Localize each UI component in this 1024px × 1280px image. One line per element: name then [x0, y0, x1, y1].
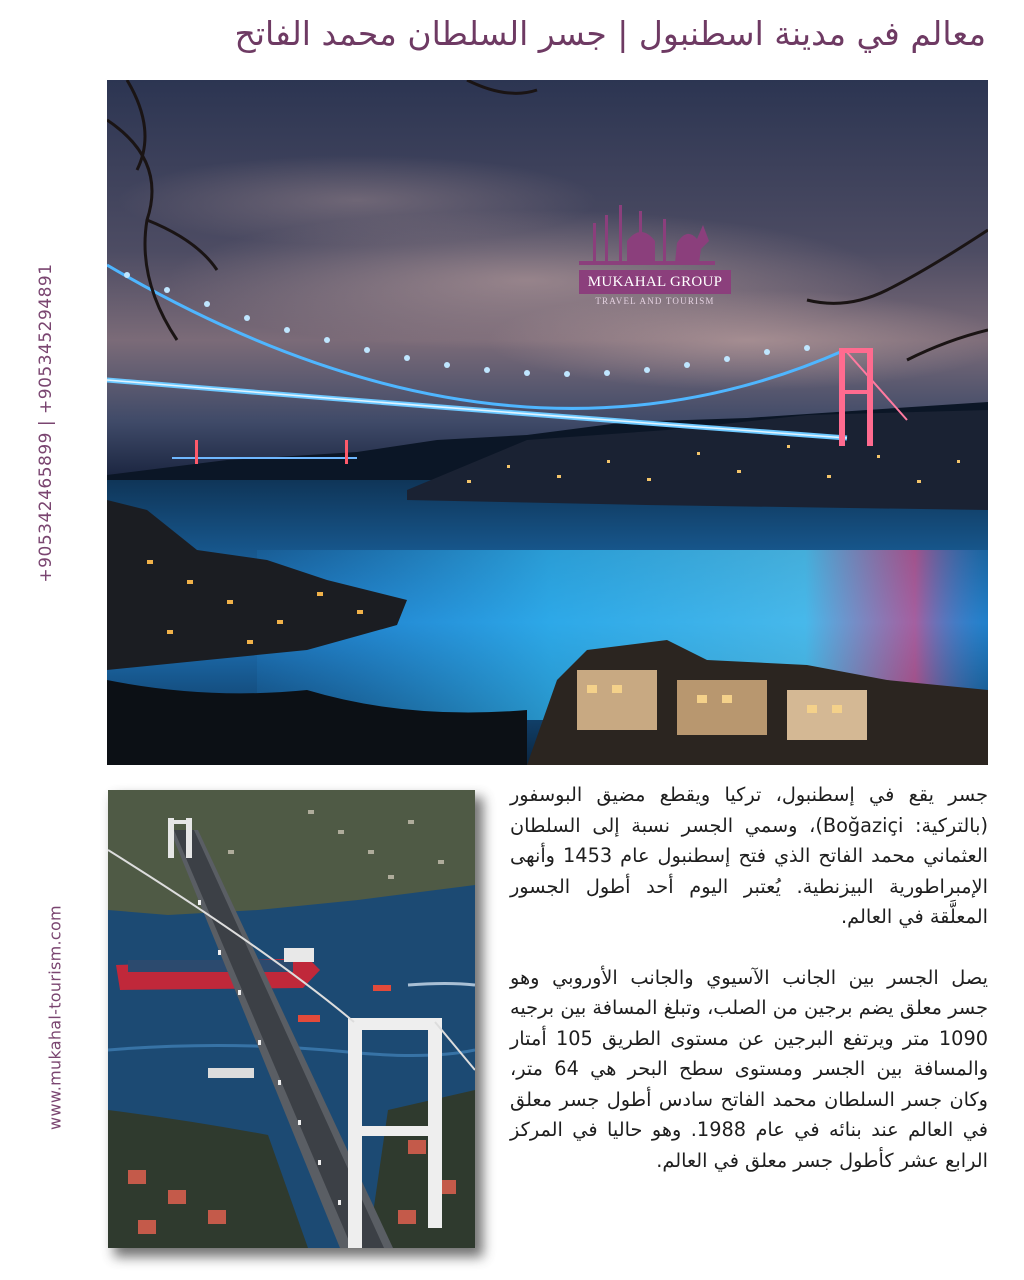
- page-title: معالم في مدينة اسطنبول | جسر السلطان محمد الفاتح: [234, 14, 986, 53]
- bridge-aerial-illustration: [108, 790, 475, 1248]
- paragraph-intro: جسر يقع في إسطنبول، تركيا ويقطع مضيق البوسفور (بالتركية: Boğaziçi)، وسمي الجسر نسبة إلى السلطان العثماني محمد الفاتح الذي فتح إسطنبول عام 1453 وأنهى الإمبراطورية البيزنطية. يُعتبر اليوم أحد أطول الجسور المعلَّقة في العالم.: [510, 783, 989, 928]
- istanbul-skyline-icon: [579, 197, 715, 269]
- bridge-aerial-photo: [108, 790, 475, 1248]
- website-url: www.mukahal-tourism.com: [45, 905, 65, 1130]
- mukahal-logo: [579, 197, 731, 307]
- description: [510, 780, 988, 1206]
- logo-name: MUKAHAL GROUP: [579, 270, 731, 294]
- paragraph-details: يصل الجسر بين الجانب الآسيوي والجانب الأوروبي وهو جسر معلق يضم برجين من الصلب، وتبلغ المسافة بين برجيه 1090 متر ويرتفع البرجين عن مستوى الطريق 105 أمتار والمسافة بين الجسر ومستوى سطح البحر هي 64 متر، وكان جسر السلطان محمد الفاتح سادس أطول جسر معلق في العالم عند بنائه في عام 1988. وهو حاليا في المركز الرابع عشر كأطول جسر معلق في العالم.: [510, 965, 988, 1172]
- bridge-night-illustration: [107, 80, 988, 765]
- phone-numbers: +905342465899 | +905345294891: [36, 263, 56, 583]
- bosphorus-bridge-night-photo: [107, 80, 988, 765]
- logo-tagline: TRAVEL AND TOURISM: [595, 296, 715, 306]
